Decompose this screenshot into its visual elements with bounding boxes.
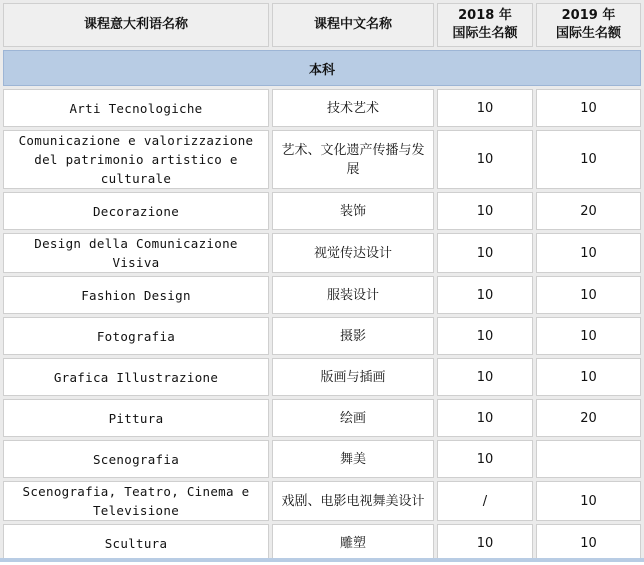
course-chinese-name: 服装设计 bbox=[272, 276, 434, 314]
course-italian-name: Grafica Illustrazione bbox=[3, 358, 269, 396]
quota-2019: 10 bbox=[536, 233, 641, 273]
quota-2018: 10 bbox=[437, 233, 533, 273]
course-chinese-name: 艺术、文化遗产传播与发展 bbox=[272, 130, 434, 189]
course-chinese-name: 戏剧、电影电视舞美设计 bbox=[272, 481, 434, 521]
quota-2019: 10 bbox=[536, 130, 641, 189]
course-chinese-name: 技术艺术 bbox=[272, 89, 434, 127]
quota-2019: 10 bbox=[536, 276, 641, 314]
quota-2018: 10 bbox=[437, 130, 533, 189]
course-italian-name: Design della Comunicazione Visiva bbox=[3, 233, 269, 273]
course-italian-name: Scenografia, Teatro, Cinema e Televisione bbox=[3, 481, 269, 521]
table-row bbox=[3, 524, 641, 562]
quota-2019: 20 bbox=[536, 399, 641, 437]
course-italian-name: Decorazione bbox=[3, 192, 269, 230]
course-italian-name: Fashion Design bbox=[3, 276, 269, 314]
course-chinese-name: 摄影 bbox=[272, 317, 434, 355]
table-row bbox=[3, 317, 641, 355]
section-label: 本科 bbox=[3, 50, 641, 86]
course-chinese-name: 雕塑 bbox=[272, 524, 434, 562]
quota-2018: 10 bbox=[437, 89, 533, 127]
table-row bbox=[3, 481, 641, 521]
course-chinese-name: 舞美 bbox=[272, 440, 434, 478]
quota-2018: 10 bbox=[437, 192, 533, 230]
course-chinese-name: 装饰 bbox=[272, 192, 434, 230]
quota-2018: 10 bbox=[437, 276, 533, 314]
header-2019-quota bbox=[536, 3, 641, 47]
section-row-undergraduate bbox=[3, 50, 641, 86]
course-italian-name: Arti Tecnologiche bbox=[3, 89, 269, 127]
quota-2019: 10 bbox=[536, 481, 641, 521]
next-section-strip bbox=[0, 558, 644, 562]
quota-2018: 10 bbox=[437, 440, 533, 478]
table-row bbox=[3, 440, 641, 478]
course-chinese-name: 视觉传达设计 bbox=[272, 233, 434, 273]
course-italian-name: Comunicazione e valorizzazione del patrimonio artistico e culturale bbox=[3, 130, 269, 189]
quota-2019: 10 bbox=[536, 358, 641, 396]
quota-2019: 20 bbox=[536, 192, 641, 230]
course-italian-name: Scultura bbox=[3, 524, 269, 562]
quota-2019 bbox=[536, 440, 641, 478]
quota-2019: 10 bbox=[536, 524, 641, 562]
quota-2018: / bbox=[437, 481, 533, 521]
header-2019-label: 国际生名额 bbox=[555, 26, 621, 41]
header-chinese-name: 课程中文名称 bbox=[272, 3, 434, 47]
course-chinese-name: 绘画 bbox=[272, 399, 434, 437]
header-2018-label: 国际生名额 bbox=[452, 26, 518, 41]
table-row bbox=[3, 358, 641, 396]
quota-2018: 10 bbox=[437, 399, 533, 437]
quota-2018: 10 bbox=[437, 524, 533, 562]
table-row bbox=[3, 276, 641, 314]
quota-2018: 10 bbox=[437, 317, 533, 355]
header-2018-quota bbox=[437, 3, 533, 47]
quota-2019: 10 bbox=[536, 317, 641, 355]
table-row bbox=[3, 130, 641, 189]
header-2018-year: 2018 年 bbox=[458, 8, 512, 23]
quota-2018: 10 bbox=[437, 358, 533, 396]
header-2019-year: 2019 年 bbox=[561, 8, 616, 23]
quota-2019: 10 bbox=[536, 89, 641, 127]
table-row bbox=[3, 399, 641, 437]
course-chinese-name: 版画与插画 bbox=[272, 358, 434, 396]
table-row bbox=[3, 89, 641, 127]
table-row bbox=[3, 233, 641, 273]
course-italian-name: Pittura bbox=[3, 399, 269, 437]
course-italian-name: Fotografia bbox=[3, 317, 269, 355]
table-row bbox=[3, 192, 641, 230]
table-header-row bbox=[3, 3, 641, 47]
course-italian-name: Scenografia bbox=[3, 440, 269, 478]
header-italian-name: 课程意大利语名称 bbox=[3, 3, 269, 47]
